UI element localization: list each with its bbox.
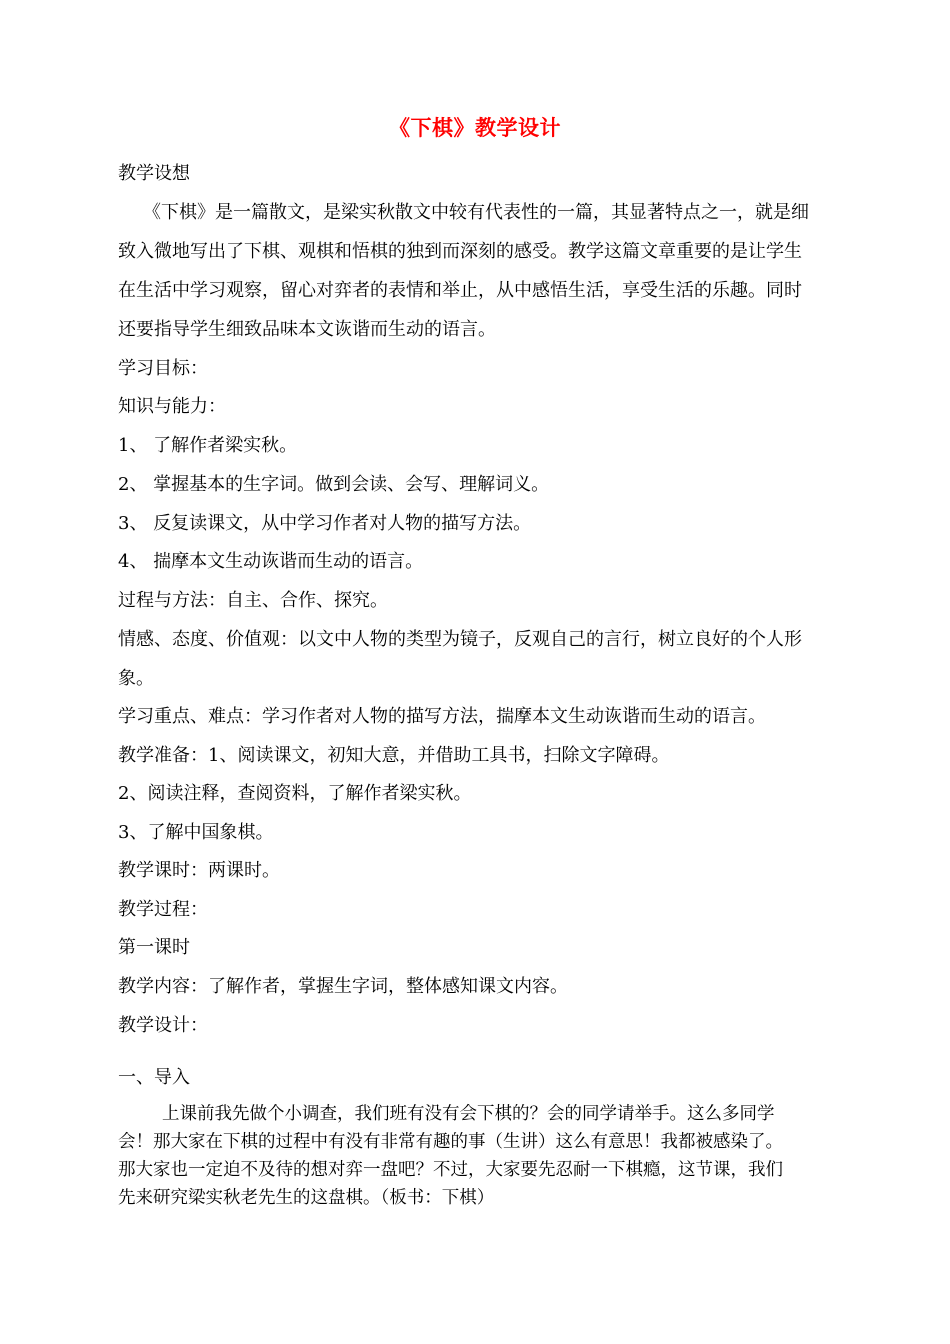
key-points: 学习重点、难点：学习作者对人物的描写方法，揣摩本文生动诙谐而生动的语言。 [118,706,766,727]
concept-line: 在生活中学习观察，留心对弈者的表情和举止，从中感悟生活，享受生活的乐趣。同时 [118,280,802,301]
knowledge-item: 4、 揣摩本文生动诙谐而生动的语言。 [118,551,424,572]
intro-line: 上课前我先做个小调查，我们班有没有会下棋的？会的同学请举手。这么多同学 [162,1104,775,1124]
design-heading: 教学设计： [118,1015,208,1036]
class-hours: 教学课时：两课时。 [118,860,280,881]
emotion-line: 象。 [118,668,154,689]
intro-line: 会！那大家在下棋的过程中有没有非常有趣的事（生讲）这么有意思！我都被感染了。 [118,1132,783,1152]
preparation-line: 3、了解中国象棋。 [118,822,274,843]
preparation-line: 教学准备：1、阅读课文，初知大意，并借助工具书，扫除文字障碍。 [118,745,670,766]
process-method: 过程与方法：自主、合作、探究。 [118,590,388,611]
concept-line: 《下棋》是一篇散文，是梁实秋散文中较有代表性的一篇，其显著特点之一，就是细 [143,202,809,223]
preparation-line: 2、阅读注释，查阅资料，了解作者梁实秋。 [118,783,472,804]
concept-line: 还要指导学生细致品味本文诙谐而生动的语言。 [118,319,496,340]
knowledge-item: 3、 反复读课文，从中学习作者对人物的描写方法。 [118,513,532,534]
concept-heading: 教学设想 [118,163,190,184]
knowledge-item: 1、 了解作者梁实秋。 [118,435,298,456]
concept-line: 致入微地写出了下棋、观棋和悟棋的独到而深刻的感受。教学这篇文章重要的是让学生 [118,241,802,262]
goals-heading: 学习目标： [118,358,208,379]
emotion-line: 情感、态度、价值观：以文中人物的类型为镜子，反观自己的言行，树立良好的个人形 [118,629,802,650]
first-lesson: 第一课时 [118,937,190,958]
section-intro-heading: 一、导入 [118,1067,190,1088]
lesson-content: 教学内容：了解作者，掌握生字词，整体感知课文内容。 [118,976,568,997]
knowledge-item: 2、 掌握基本的生字词。做到会读、会写、理解词义。 [118,474,550,495]
intro-line: 那大家也一定迫不及待的想对弈一盘吧？不过，大家要先忍耐一下棋瘾，这节课，我们 [118,1160,783,1180]
knowledge-heading: 知识与能力： [118,396,226,417]
process-heading: 教学过程： [118,899,208,920]
document-title: 《下棋》教学设计 [389,115,561,140]
intro-line: 先来研究梁实秋老先生的这盘棋。（板书：下棋） [118,1188,495,1208]
intro-paragraph [118,1100,850,1212]
